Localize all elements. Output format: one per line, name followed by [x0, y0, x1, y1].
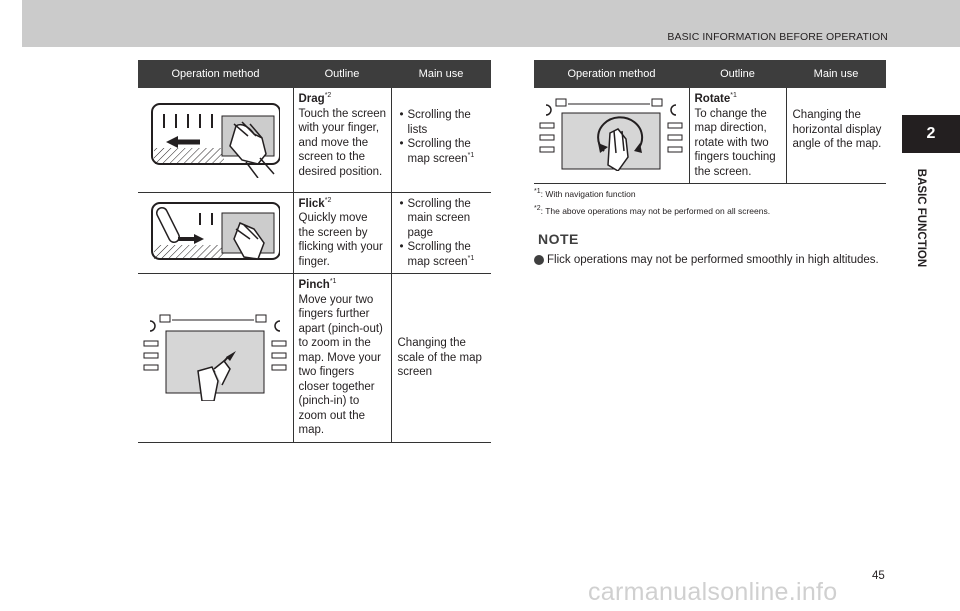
flick-use-cell: [391, 192, 491, 274]
pinch-outline: Move your two fingers further apart (pinch-out) to zoom in the map. Move your two fingers closer together (pinch-in) to zoom out the map.: [298, 293, 383, 436]
list-item: • Scrolling the lists: [398, 108, 488, 137]
flick-name: Flick: [298, 197, 325, 210]
flick-cell: [138, 192, 293, 274]
chapter-label: BASIC FUNCTION: [915, 168, 927, 268]
header-band: [22, 0, 960, 47]
drag-outline-cell: [293, 88, 391, 192]
table-row: [138, 274, 491, 443]
footnote-1: [534, 189, 636, 199]
footnote-2: [534, 206, 770, 216]
footnote-2-mark: *2: [534, 205, 541, 213]
operation-table-left: [138, 60, 491, 443]
pinch-mark: *1: [329, 278, 337, 286]
list-item: • Scrolling the main screen page: [398, 197, 488, 241]
drag-name: Drag: [298, 93, 325, 105]
pinch-gesture-illustration: [142, 311, 288, 401]
table-row: [138, 192, 491, 274]
note-heading: NOTE: [538, 231, 579, 247]
drag-gesture-illustration: [150, 98, 280, 178]
flick-mark: *2: [324, 196, 332, 204]
note-item: [534, 253, 886, 267]
flick-outline-cell: [293, 192, 391, 274]
rotate-cell: [534, 88, 689, 184]
header-operation-method: Operation method: [138, 60, 293, 88]
rotate-name: Rotate: [694, 93, 731, 105]
drag-mark: *2: [324, 92, 332, 100]
list-item: • Scrolling the map screen$^{*1}$: [398, 240, 488, 269]
rotate-gesture-illustration: [538, 95, 684, 171]
pinch-cell: [138, 274, 293, 443]
page-number: 45: [872, 570, 885, 582]
header-operation-method: Operation method: [534, 60, 689, 88]
watermark: carmanualsonline.info: [588, 578, 838, 606]
header-main-use: Main use: [391, 60, 491, 88]
pinch-use: Changing the scale of the map screen: [397, 337, 482, 378]
footnote-1-mark: *1: [534, 188, 541, 196]
section-title: BASIC INFORMATION BEFORE OPERATION: [667, 31, 888, 43]
drag-cell: [138, 88, 293, 192]
table-row: [138, 88, 491, 192]
footnote-1-text: : With navigation function: [540, 189, 636, 199]
rotate-use-cell: [786, 88, 886, 184]
flick-gesture-illustration: [150, 199, 280, 263]
bullet-icon: [534, 255, 544, 265]
note-text: Flick operations may not be performed smoothly in high altitudes.: [547, 254, 879, 266]
pinch-use-cell: [391, 274, 491, 443]
operation-table-right: [534, 60, 886, 184]
pinch-name: Pinch: [298, 279, 330, 291]
drag-outline: Touch the screen with your finger, and move the screen to the desired position.: [298, 107, 387, 178]
rotate-use: Changing the horizontal display angle of the map.: [792, 109, 882, 150]
rotate-outline-cell: [689, 88, 786, 184]
pinch-outline-cell: [293, 274, 391, 443]
header-outline: Outline: [293, 60, 391, 88]
rotate-mark: *1: [730, 92, 737, 100]
table-row: [534, 88, 886, 184]
table-header-row: [534, 60, 886, 88]
flick-outline: Quickly move the screen by flicking with your finger.: [298, 212, 383, 268]
table-header-row: [138, 60, 491, 88]
drag-use-cell: [391, 88, 491, 192]
header-main-use: Main use: [786, 60, 886, 88]
chapter-tab[interactable]: 2: [902, 115, 960, 153]
list-item: • Scrolling the map screen$^{*1}$: [398, 137, 488, 166]
footnote-2-text: : The above operations may not be performed on all screens.: [540, 206, 771, 216]
header-outline: Outline: [689, 60, 786, 88]
chapter-side-label: [914, 160, 928, 280]
rotate-outline: To change the map direction, rotate with two fingers touching the screen.: [694, 107, 776, 178]
